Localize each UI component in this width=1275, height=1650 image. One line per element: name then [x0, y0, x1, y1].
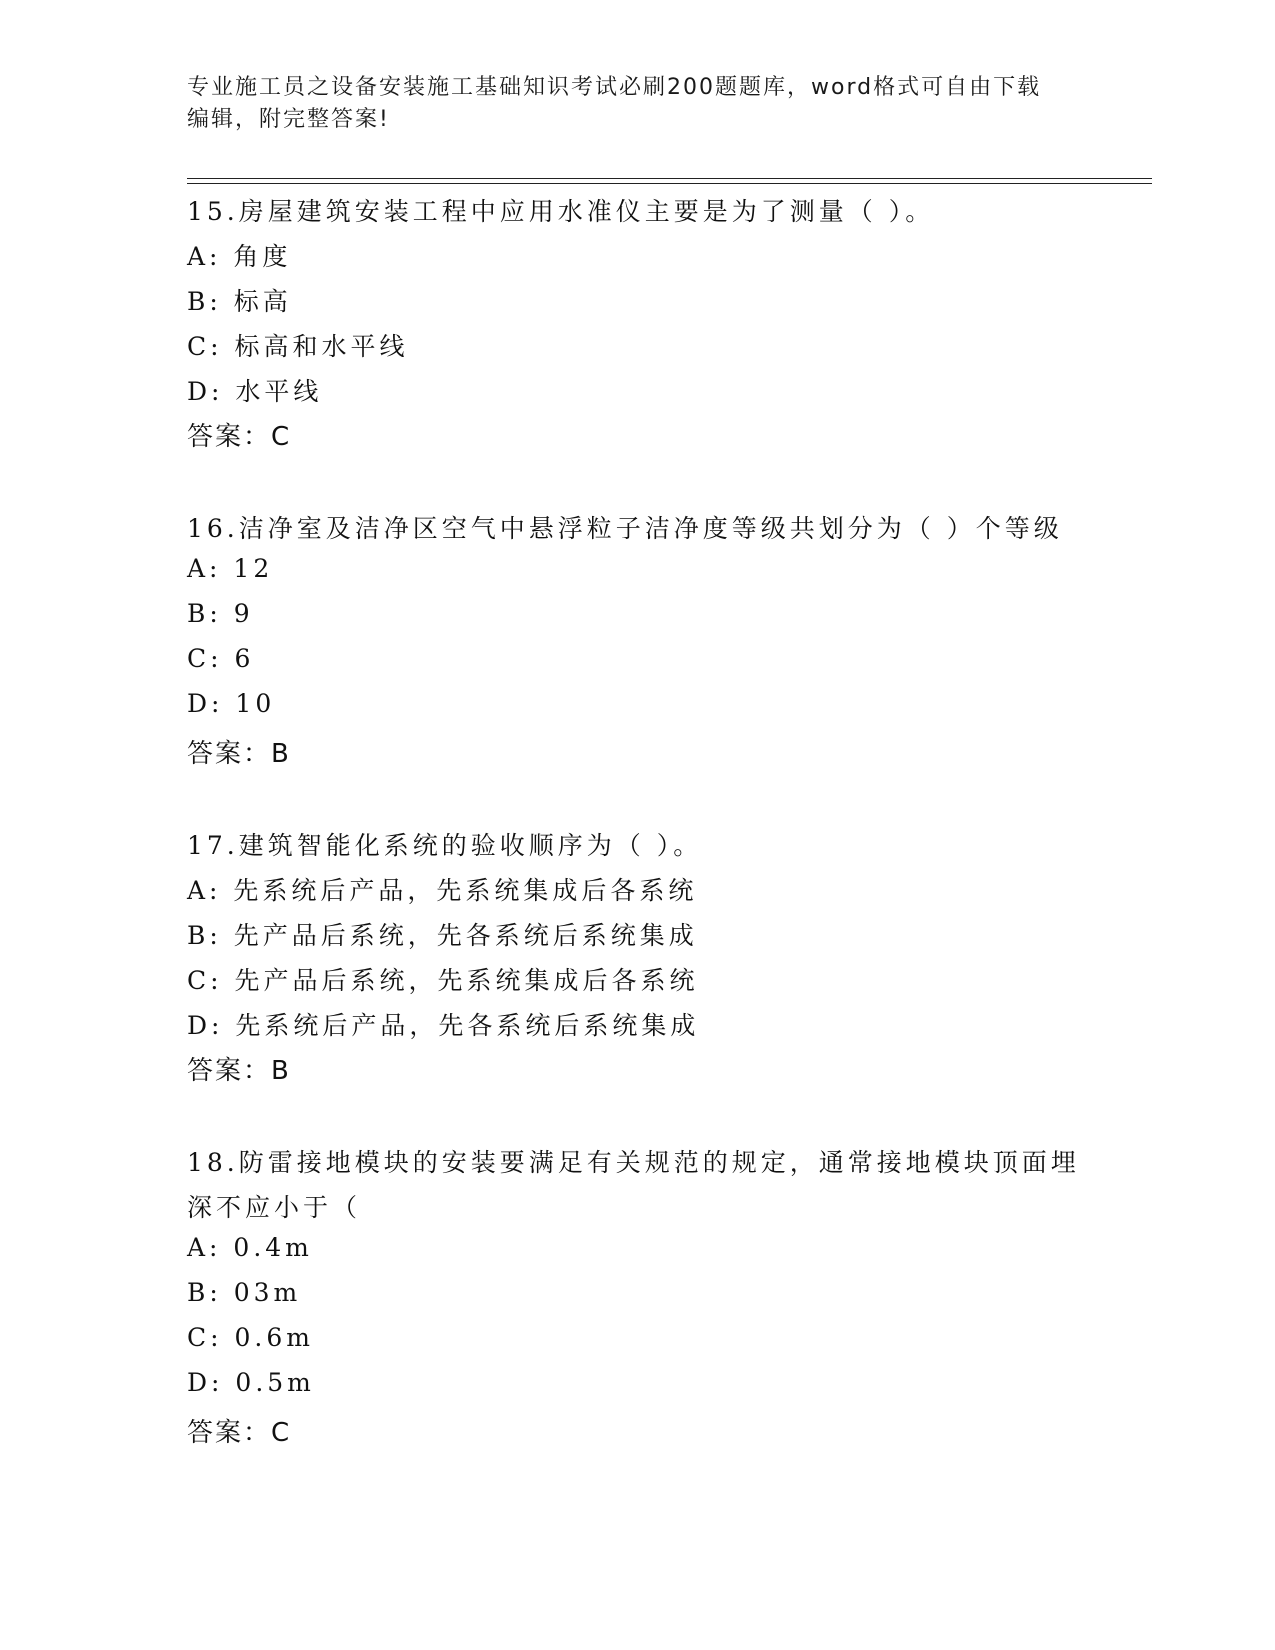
question-16-answer: 答案：B — [187, 739, 291, 769]
question-18-option-d: D: 0.5m — [187, 1368, 315, 1397]
question-16-option-d: D: 10 — [187, 689, 276, 718]
question-17-option-a: A: 先系统后产品，先系统集成后各系统 — [187, 876, 698, 905]
question-15-option-c: C: 标高和水平线 — [187, 332, 409, 361]
question-16-option-b: B: 9 — [187, 599, 254, 628]
question-18-stem-line-2: 深不应小于（ — [187, 1193, 362, 1222]
question-17-option-d: D: 先系统后产品，先各系统后系统集成 — [187, 1011, 700, 1040]
question-17-answer: 答案：B — [187, 1056, 291, 1086]
document-header — [187, 72, 1087, 136]
question-17-stem: 17.建筑智能化系统的验收顺序为（ ）。 — [187, 831, 703, 860]
question-15-answer: 答案：C — [187, 422, 292, 452]
question-15-option-b: B: 标高 — [187, 287, 292, 316]
question-18-option-b: B: 03m — [187, 1278, 302, 1307]
question-16-option-c: C: 6 — [187, 644, 255, 673]
question-16-option-a: A: 12 — [187, 554, 274, 583]
question-18-answer: 答案：C — [187, 1418, 292, 1448]
question-15-stem: 15.房屋建筑安装工程中应用水准仪主要是为了测量（ ）。 — [187, 197, 935, 226]
header-line-1: 专业施工员之设备安装施工基础知识考试必刷200题题库，word格式可自由下载 — [187, 75, 1042, 100]
question-15-option-d: D: 水平线 — [187, 377, 323, 406]
question-16-stem: 16.洁净室及洁净区空气中悬浮粒子洁净度等级共划分为（ ）个等级 — [187, 514, 1063, 543]
header-divider-top — [187, 178, 1152, 179]
question-18-option-a: A: 0.4m — [187, 1233, 313, 1262]
question-15-option-a: A: 角度 — [187, 242, 292, 271]
header-divider-bottom — [187, 183, 1152, 184]
question-17-option-b: B: 先产品后系统，先各系统后系统集成 — [187, 921, 698, 950]
question-18-option-c: C: 0.6m — [187, 1323, 314, 1352]
question-17-option-c: C: 先产品后系统，先系统集成后各系统 — [187, 966, 699, 995]
question-18-stem-line-1: 18.防雷接地模块的安装要满足有关规范的规定，通常接地模块顶面埋 — [187, 1148, 1080, 1177]
header-line-2: 编辑，附完整答案! — [187, 107, 390, 132]
